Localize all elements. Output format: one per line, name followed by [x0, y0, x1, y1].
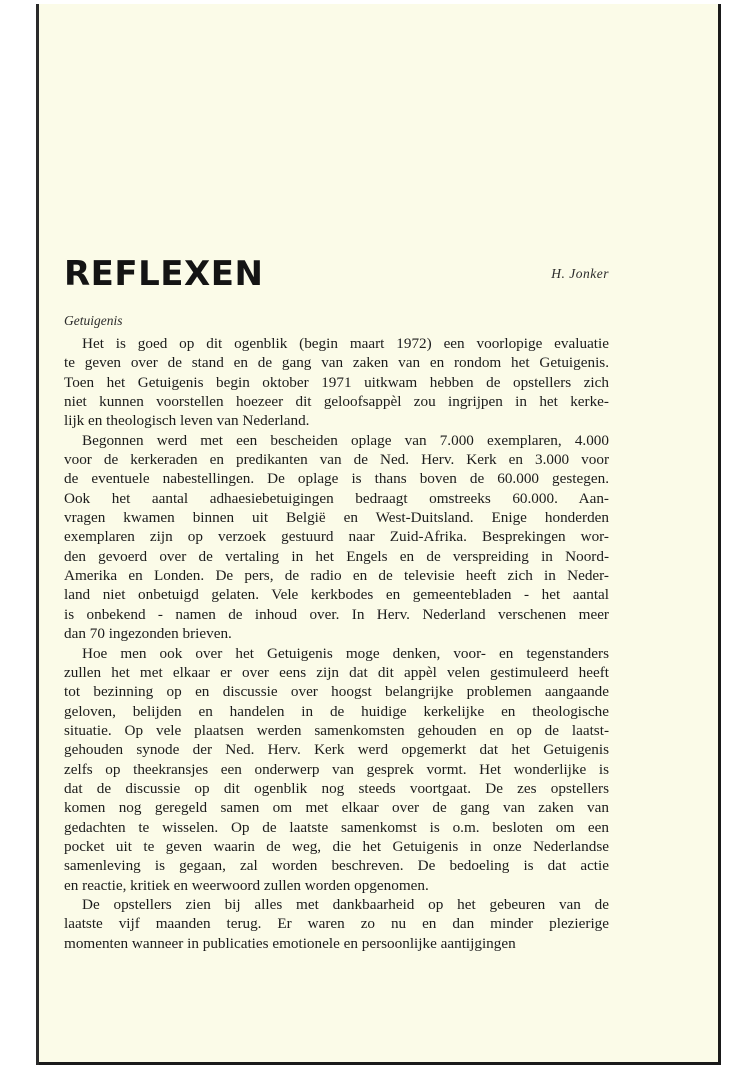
text-line: voor de kerkeraden en predikanten van de Ned. Herv. Kerk en 3.000 voor — [64, 451, 609, 469]
text-line: Hoe men ook over het Getuigenis moge denken, voor- en tegenstanders — [82, 644, 609, 662]
text-line: zelfs op theekransjes een onderwerp van gesprek vormt. Het wonderlijke is — [64, 760, 609, 778]
text-line: de eventuele nabestellingen. De oplage is thans boven de 60.000 gestegen. — [64, 470, 609, 488]
text-line: Amerika en Londen. De pers, de radio en de televisie heeft zich in Neder- — [64, 567, 609, 585]
text-line: vragen kwamen binnen uit België en West-Duitsland. Enige honderden — [64, 509, 609, 527]
text-line: momenten wanneer in publicaties emotionele en persoonlijke aantijgingen — [64, 934, 516, 952]
text-line: geloven, belijden en handelen in de huidige kerkelijke en theologische — [64, 702, 609, 720]
paragraph — [64, 334, 609, 431]
paragraph — [64, 895, 609, 953]
paragraph — [64, 644, 609, 895]
article-header — [64, 252, 609, 296]
text-line: Ook het aantal adhaesiebetuigingen bedraagt omstreeks 60.000. Aan- — [64, 489, 609, 507]
text-line: situatie. Op vele plaatsen werden samenkomsten gehouden en op de laatst- — [64, 721, 609, 739]
text-line: dat de discussie op dit ogenblik nog steeds voortgaat. De zes opstellers — [64, 779, 609, 797]
text-line: Begonnen werd met een bescheiden oplage van 7.000 exemplaren, 4.000 — [82, 431, 609, 449]
text-line: zullen het met elkaar er over eens zijn dat dit appèl velen gestimuleerd heeft — [64, 663, 609, 681]
text-line: exemplaren zijn op verzoek gestuurd naar Zuid-Afrika. Besprekingen wor- — [64, 528, 609, 546]
article-body — [64, 334, 609, 953]
section-title: REFLEXEN — [64, 254, 264, 294]
text-line: Toen het Getuigenis begin oktober 1971 uitkwam hebben de opstellers zich — [64, 373, 609, 391]
text-line: tot bezinning op en discussie over hoogst belangrijke problemen aangaande — [64, 683, 609, 701]
text-line: te geven over de stand en de gang van zaken van en rondom het Getuigenis. — [64, 354, 609, 372]
text-line: gehouden synode der Ned. Herv. Kerk werd opgemerkt dat het Getuigenis — [64, 741, 609, 759]
text-line: niet kunnen voorstellen hoezeer dit geloofsappèl zou ingrijpen in het kerke- — [64, 393, 609, 411]
text-line: pocket uit te geven waarin de weg, die het Getuigenis in onze Nederlandse — [64, 837, 609, 855]
text-line: den gevoerd over de vertaling in het Engels en de verspreiding in Noord- — [64, 547, 609, 565]
author-name: H. Jonker — [551, 266, 609, 281]
text-line: en reactie, kritiek en weerwoord zullen worden opgenomen. — [64, 876, 429, 894]
text-line: laatste vijf maanden terug. Er waren zo nu en dan minder plezierige — [64, 915, 609, 933]
paragraph — [64, 431, 609, 644]
text-line: gedachten te wisselen. Op de laatste samenkomst is o.m. besloten om een — [64, 818, 609, 836]
text-line: Het is goed op dit ogenblik (begin maart 1972) een voorlopige evaluatie — [82, 335, 609, 352]
text-line: dan 70 ingezonden brieven. — [64, 625, 232, 643]
text-line: land niet onbetuigd gelaten. Vele kerkbodes en gemeentebladen - het aantal — [64, 586, 609, 604]
text-line: is onbekend - namen de inhoud over. In Herv. Nederland verschenen meer — [64, 605, 609, 623]
text-line: De opstellers zien bij alles met dankbaarheid op het gebeuren van de — [82, 895, 609, 913]
text-line: lijk en theologisch leven van Nederland. — [64, 412, 310, 430]
text-line: komen nog geregeld samen om met elkaar over de gang van zaken van — [64, 799, 609, 817]
article-subheading: Getuigenis — [64, 313, 123, 328]
text-line: samenleving is gegaan, zal worden beschreven. De bedoeling is dat actie — [64, 857, 609, 875]
